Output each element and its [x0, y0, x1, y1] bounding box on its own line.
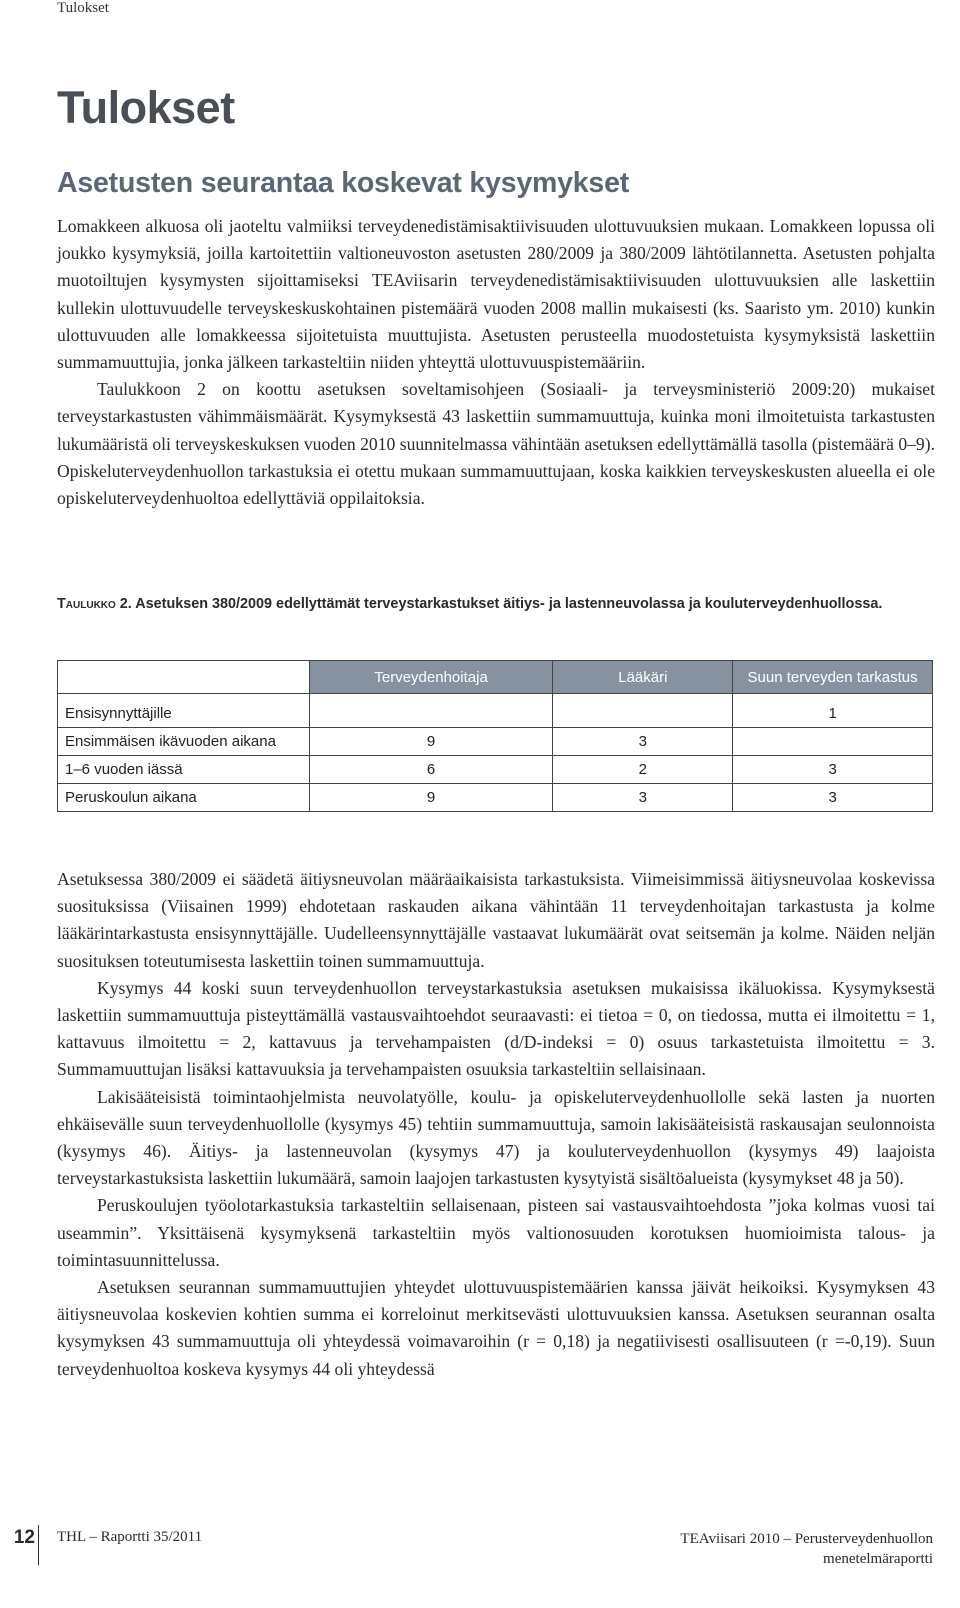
running-head: Tulokset	[57, 0, 109, 16]
page-number: 12	[13, 1527, 35, 1548]
table-cell: 1	[733, 694, 933, 728]
row-label: Peruskoulun aikana	[58, 784, 310, 812]
table-corner-cell	[58, 661, 310, 694]
row-label: Ensisynnyttäjille	[58, 694, 310, 728]
table-caption-label: Taulukko 2.	[57, 596, 132, 612]
paragraph: Asetuksen seurannan summamuuttujien yhteydet ulottuvuuspistemäärien kanssa jäivät heikoiksi. Kysymyksen 43 äitiysneuvolaa koskevien kohtien summa ei korreloinut merkitsevästi ulottuvuuksien kanssa. Asetuksen seurannan osalta kysymyksen 43 summamuuttuja oli yhteydessä voimavaroihin (r = 0,18) ja negatiivisesti osallisuuteen (r =-0,19). Suun terveydenhuoltoa koskeva kysymys 44 oli yhteydessä	[57, 1277, 935, 1379]
table-cell: 3	[733, 784, 933, 812]
body-text-bottom	[57, 866, 935, 1431]
table-row	[58, 784, 933, 812]
table-cell: 2	[553, 756, 733, 784]
footer-report-series: THL – Raportti 35/2011	[57, 1529, 203, 1545]
table-cell	[309, 694, 553, 728]
table-header-row	[58, 661, 933, 694]
paragraph: Lomakkeen alkuosa oli jaoteltu valmiiksi terveydenedistämisaktiivisuuden ulottuvuuksien mukaan. Lomakkeen lopussa oli joukko kysymyksiä, joilla kartoitettiin valtioneuvoston asetusten 280/2009 ja 380/2009 lähtötilannetta. Asetusten pohjalta muotoiltujen kysymysten sijoittamiseksi TEAviisarin terveydenedistämisaktiivisuuden ulottuvuuksien alle laskettiin kullekin ulottuvuudelle terveyskeskuskohtainen pistemäärä vuoden 2008 mallin mukaisesti (ks. Saaristo ym. 2010) kunkin ulottuvuuden alle lomakkeessa sijoitetuista muuttujista. Asetusten perusteella muodostetuista kysymyksistä laskettiin summamuuttujia, jonka jälkeen tarkasteltiin niiden yhteyttä ulottuvuuspistemääriin.	[57, 216, 935, 373]
paragraph: Taulukkoon 2 on koottu asetuksen soveltamisohjeen (Sosiaali- ja terveysministeriö 2009:20) mukaiset terveystarkastusten vähimmäismäärät. Kysymyksestä 43 laskettiin summamuuttuja, kuinka moni ilmoitetuista tarkastusten lukumääristä oli terveyskeskuksen vuoden 2010 suunnitelmassa vähintään asetuksen edellyttämällä tasolla (pistemäärä 0–9). Opiskeluterveydenhuollon tarkastuksia ei otettu mukaan summamuuttujaan, koska kaikkien terveyskeskusten alueella ei ole opiskeluterveydenhuoltoa edellyttäviä oppilaitoksia.	[57, 379, 935, 509]
body-text-top	[57, 213, 935, 512]
section-title: Asetusten seurantaa koskevat kysymykset	[57, 167, 630, 199]
table-cell: 3	[733, 756, 933, 784]
chapter-title: Tulokset	[57, 82, 235, 133]
table-cell: 9	[309, 784, 553, 812]
footer-report-title: TEAviisari 2010 – Perusterveydenhuollon menetelmäraportti	[680, 1531, 933, 1567]
table-caption	[57, 594, 935, 614]
table-cell: 3	[553, 728, 733, 756]
paragraph: Kysymys 44 koski suun terveydenhuollon terveystarkastuksia asetuksen mukaisissa ikäluokissa. Kysymyksestä laskettiin summamuuttuja pisteyttämällä vastausvaihtoehdot seuraavasti: ei tietoa = 0, on tiedossa, mutta ei ilmoitettu = 1, kattavuus ilmoitettu = 2, kattavuus ja tervehampaisten (d/D-indeksi = 0) osuus tarkastetuista ilmoitettu = 3. Summamuuttujan lisäksi kattavuuksia ja tervehampaisten osuuksia tarkasteltiin sellaisinaan.	[57, 977, 935, 1080]
row-label: Ensimmäisen ikävuoden aikana	[58, 728, 310, 756]
checkup-table	[57, 660, 933, 812]
header-doctor: Lääkäri	[553, 661, 733, 694]
paragraph: Peruskoulujen työolotarkastuksia tarkasteltiin sellaisenaan, pisteen sai vastausvaihtoehdosta ”joka kolmas vuosi tai useammin”. Yksittäisenä kysymyksenä tarkasteltiin myös valtionosuuden korotuksen huomioimista talous- ja toimintasuunnittelussa.	[57, 1195, 935, 1270]
footer-divider	[38, 1525, 39, 1565]
table-caption-text: Asetuksen 380/2009 edellyttämät terveystarkastukset äitiys- ja lastenneuvolassa ja kouluterveydenhuollossa.	[131, 596, 883, 612]
page-footer	[0, 1525, 960, 1565]
table-cell	[553, 694, 733, 728]
table-row	[58, 728, 933, 756]
header-dental-check: Suun terveyden tarkastus	[733, 661, 933, 694]
table-row	[58, 694, 933, 728]
table-cell: 6	[309, 756, 553, 784]
header-nurse: Terveydenhoitaja	[309, 661, 553, 694]
table-cell	[733, 728, 933, 756]
row-label: 1–6 vuoden iässä	[58, 756, 310, 784]
table-cell: 3	[553, 784, 733, 812]
paragraph: Asetuksessa 380/2009 ei säädetä äitiysneuvolan määräaikaisista tarkastuksista. Viimeisimmissä äitiysneuvolaa koskevissa suosituksissa (Viisainen 1999) ehdotetaan raskauden aikana vähintään 11 terveydenhoitajan tarkastusta ja kolme lääkärintarkastusta ensisynnyttäjälle. Uudelleensynnyttäjälle vastaavat lukumäärät ovat seitsemän ja kolme. Näiden neljän suosituksen toteutumisesta laskettiin toinen summamuuttuja.	[57, 869, 935, 971]
table-cell: 9	[309, 728, 553, 756]
table-row	[58, 756, 933, 784]
paragraph: Lakisääteisistä toimintaohjelmista neuvolatyölle, koulu- ja opiskeluterveydenhuollolle sekä lasten ja nuorten ehkäisevälle suun terveydenhuollolle (kysymys 45) tehtiin summamuuttuja, samoin lakisääteisistä raskausajan seulonnoista (kysymys 46). Äitiys- ja lastenneuvolan (kysymys 47) ja kouluterveydenhuollon (kysymys 49) laajoista terveystarkastuksista laskettiin lukumäärä, samoin laajojen tarkastusten kysytyistä sisältöalueista (kysymykset 48 ja 50).	[57, 1086, 935, 1189]
